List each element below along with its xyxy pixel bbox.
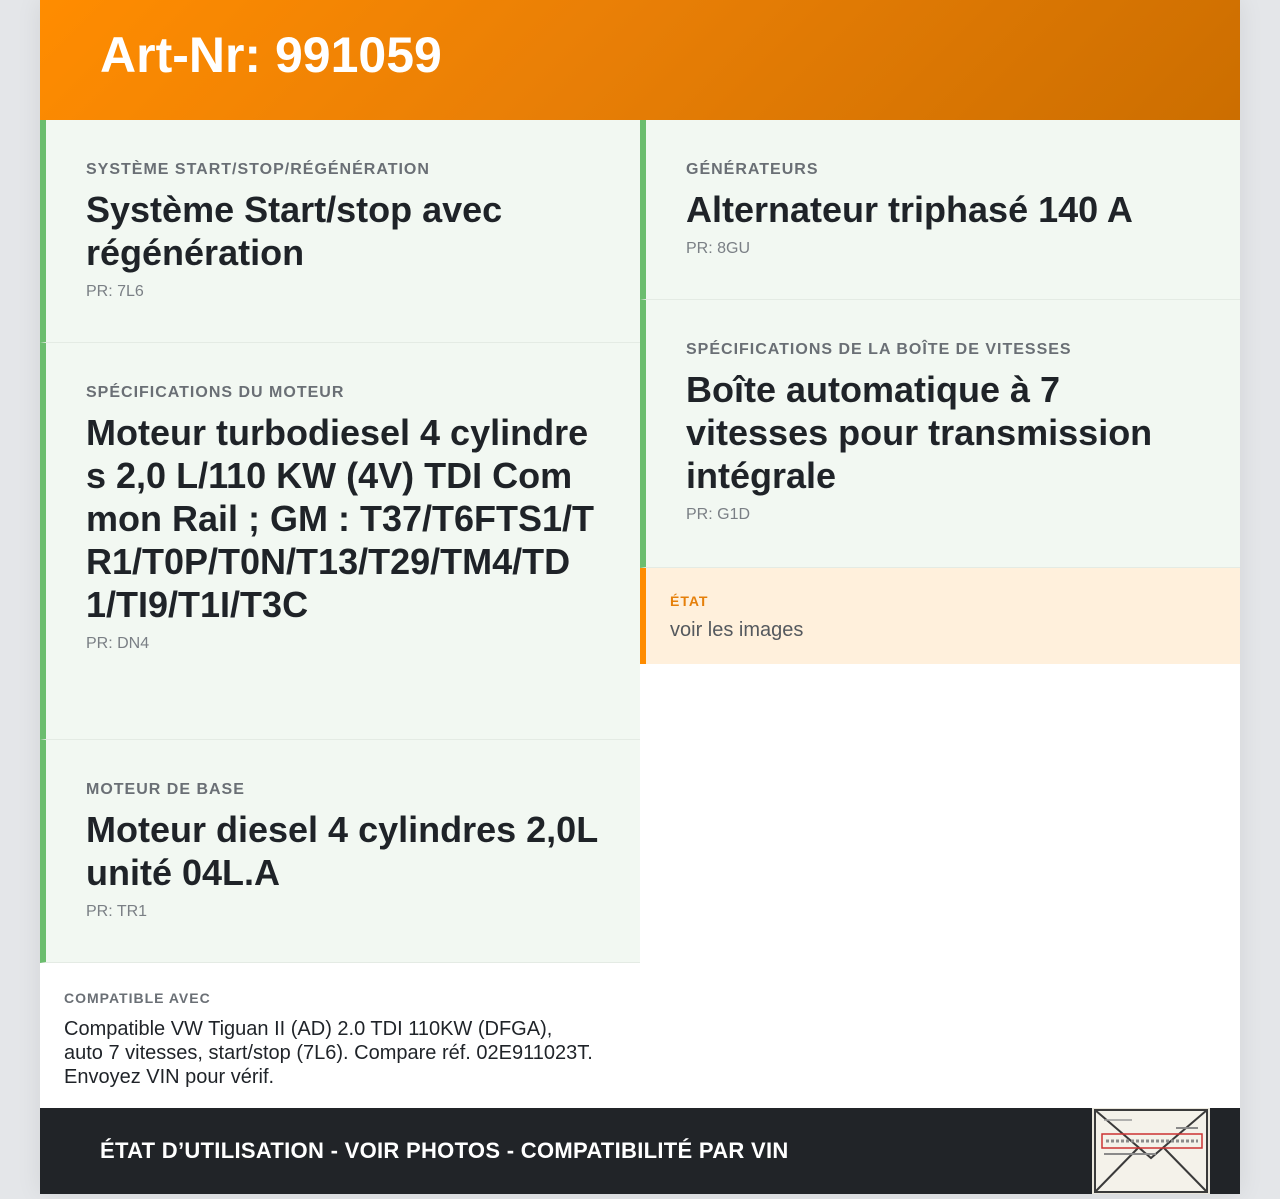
spec-category: SYSTÈME START/STOP/RÉGÉNÉRATION (86, 161, 430, 178)
spec-value: Boîte automatique à 7 vitesses pour transmission intégrale (686, 369, 1153, 496)
spec-value: Système Start/stop avec régénération (86, 189, 503, 273)
product-sheet (40, 0, 1240, 1194)
spec-card-gearbox (640, 300, 1240, 568)
spec-category: SPÉCIFICATIONS DE LA BOÎTE DE VITESSES (686, 341, 1072, 358)
spec-category: SPÉCIFICATIONS DU MOTEUR (86, 384, 345, 401)
spec-category: MOTEUR DE BASE (86, 781, 245, 798)
spec-value: Moteur diesel 4 cylindres 2,0L unité 04L.A (86, 809, 598, 893)
compatibility-section (40, 963, 640, 1108)
header-banner (40, 0, 1240, 120)
spec-card-start-stop (40, 120, 640, 343)
condition-text: voir les images (670, 619, 804, 641)
spec-card-base-engine (40, 740, 640, 963)
spec-card-engine (40, 343, 640, 740)
condition-section (640, 568, 1240, 664)
footer-bar (40, 1108, 1240, 1194)
envelope-thumbnail[interactable] (1092, 1108, 1210, 1194)
footer-text: ÉTAT D’UTILISATION - VOIR PHOTOS - COMPATIBILITÉ PAR VIN (100, 1138, 789, 1163)
spec-pr-code: PR: 7L6 (86, 283, 144, 300)
spec-pr-code: PR: 8GU (686, 240, 751, 257)
spec-category: GÉNÉRATEURS (686, 161, 819, 178)
envelope-icon (1092, 1108, 1210, 1194)
article-number-title: Art-Nr: 991059 (100, 27, 442, 83)
spec-pr-code: PR: G1D (686, 506, 751, 523)
compatibility-text: Compatible VW Tiguan II (AD) 2.0 TDI 110KW (DFGA), auto 7 vitesses, start/stop (7L6). Compare réf. 02E911023T. Envoyez VIN pour vérif. (64, 1018, 593, 1088)
spec-value: Moteur turbodiesel 4 cylindres 2,0 L/110 KW (4V) TDI Common Rail ; GM : T37/T6FTS1/TR1/T0P/T0N/T13/T29/TM4/TD1/TI9/T1I/T3C (86, 412, 595, 625)
spec-value: Alternateur triphasé 140 A (686, 189, 1133, 230)
left-column (40, 120, 640, 1108)
spec-pr-code: PR: TR1 (86, 903, 148, 920)
condition-label: ÉTAT (670, 593, 709, 609)
spec-card-generator (640, 120, 1240, 300)
right-column (640, 120, 1240, 664)
spec-pr-code: PR: DN4 (86, 635, 150, 652)
compatibility-label: COMPATIBLE AVEC (64, 990, 211, 1006)
